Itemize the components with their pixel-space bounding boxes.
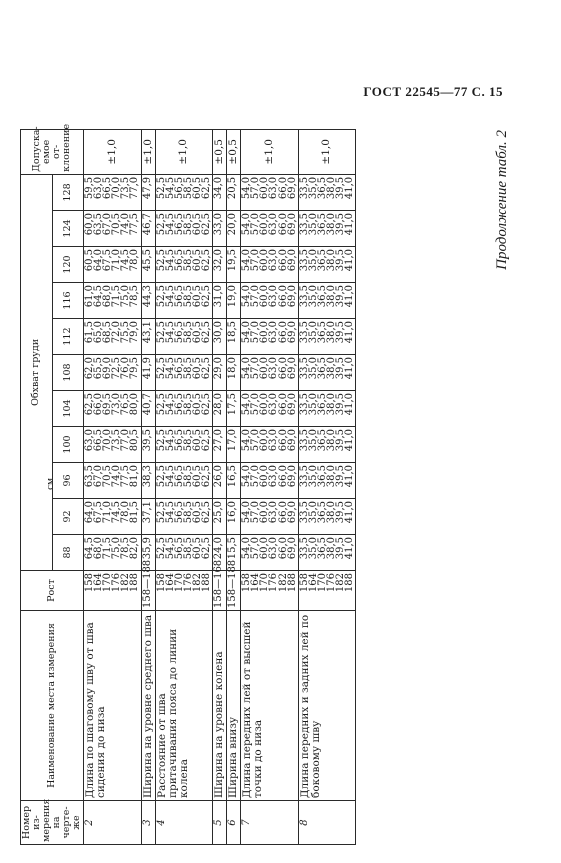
rotated-table-area [20,123,519,845]
col-header-chest-group: Обхват груди [21,174,53,570]
row-value: 33,5 35,0 36,5 38,0 39,5 41,0 [298,427,356,463]
row-number: 5 [213,801,227,845]
row-value: 41,9 [141,355,155,391]
row-value: 33,5 35,0 36,5 38,0 39,5 41,0 [298,499,356,535]
col-header-chest: 100 [52,427,84,463]
col-header-chest: 128 [52,174,84,210]
row-value: 16,0 [227,499,241,535]
table-row [84,129,142,844]
row-tolerance: ±1,0 [155,129,213,174]
col-header-chest: 108 [52,355,84,391]
col-header-chest: 96 [52,463,84,499]
table-row [155,129,213,844]
col-header-height: Рост [21,571,84,611]
row-value: 54,0 57,0 60,0 63,0 66,0 69,0 [241,499,299,535]
row-height: 158—188 [141,571,155,611]
row-value: 33,5 35,0 36,5 38,0 39,5 41,0 [298,319,356,355]
row-value: 54,0 57,0 60,0 63,0 66,0 69,0 [241,319,299,355]
row-value: 54,0 57,0 60,0 63,0 66,0 69,0 [241,247,299,283]
row-value: 54,0 57,0 60,0 63,0 66,0 69,0 [241,535,299,571]
header-row-top [21,129,53,844]
row-value: 43,1 [141,319,155,355]
row-number: 8 [298,801,356,845]
row-value: 47,9 [141,174,155,210]
row-value: 29,0 [213,355,227,391]
row-value: 52,5 54,5 56,5 58,5 60,5 62,5 [155,283,213,319]
table-row [141,129,155,844]
row-height: 158—168 [213,571,227,611]
row-value: 37,1 [141,499,155,535]
row-value: 30,0 [213,319,227,355]
row-name: Расстояние от шва притачивания пояса до линии колена [155,611,213,801]
col-header-chest: 112 [52,319,84,355]
row-height: 158—188 [227,571,241,611]
continuation-title: Продолжение табл. 2 [494,130,510,270]
table-wrapper [20,123,519,845]
row-value: 64,5 68,0 71,5 75,0 78,5 82,0 [84,535,142,571]
measurements-table [20,123,356,845]
row-value: 64,0 67,5 71,0 74,5 78,0 81,5 [84,499,142,535]
row-value: 52,5 54,5 56,5 58,5 60,5 62,5 [155,319,213,355]
table-row [227,129,241,844]
row-value: 26,0 [213,463,227,499]
row-number: 3 [141,801,155,845]
row-value: 62,0 65,5 69,0 72,5 76,0 79,5 [84,355,142,391]
row-value: 45,5 [141,247,155,283]
row-tolerance: ±0,5 [227,129,241,174]
row-value: 34,0 [213,174,227,210]
row-value: 46,7 [141,211,155,247]
row-value: 52,5 54,5 56,5 58,5 60,5 62,5 [155,247,213,283]
row-number: 7 [241,801,299,845]
row-value: 33,5 35,0 36,5 38,0 39,5 41,0 [298,391,356,427]
col-header-chest: 104 [52,391,84,427]
row-value: 15,5 [227,535,241,571]
row-value: 33,5 35,0 36,5 38,0 39,5 41,0 [298,463,356,499]
row-value: 52,5 54,5 56,5 58,5 60,5 62,5 [155,391,213,427]
row-value: 17,0 [227,427,241,463]
table-body [84,129,356,844]
row-value: 33,5 35,0 36,5 38,0 39,5 41,0 [298,283,356,319]
row-name: Ширина на уровне среднего шва [141,611,155,801]
row-value: 33,5 35,0 36,5 38,0 39,5 41,0 [298,355,356,391]
row-name: Длина передних лей от высшей точки до низа [241,611,299,801]
row-value: 52,5 54,5 56,5 58,5 60,5 62,5 [155,174,213,210]
row-value: 40,7 [141,391,155,427]
row-value: 52,5 54,5 56,5 58,5 60,5 62,5 [155,427,213,463]
row-value: 61,5 65,0 68,5 72,0 75,5 79,0 [84,319,142,355]
row-value: 59,5 63,0 66,5 70,0 73,5 77,0 [84,174,142,210]
row-value: 19,5 [227,247,241,283]
row-value: 62,5 66,0 69,5 73,0 76,5 80,0 [84,391,142,427]
row-height: 158 164 170 176 182 188 [241,571,299,611]
row-value: 33,5 35,0 36,5 38,0 39,5 41,0 [298,211,356,247]
col-header-no: Номер из- мерения на черте- же [21,801,84,845]
row-value: 32,0 [213,247,227,283]
row-value: 39,5 [141,427,155,463]
row-value: 44,3 [141,283,155,319]
row-tolerance: ±1,0 [298,129,356,174]
row-value: 63,5 67,0 70,5 74,0 77,5 81,0 [84,463,142,499]
table-row [241,129,299,844]
row-tolerance: ±1,0 [84,129,142,174]
col-header-chest: 120 [52,247,84,283]
row-name: Ширина внизу [227,611,241,801]
row-tolerance: ±0,5 [213,129,227,174]
row-value: 61,0 64,5 68,0 71,5 75,0 78,5 [84,283,142,319]
row-value: 33,5 35,0 36,5 38,0 39,5 41,0 [298,247,356,283]
row-value: 18,5 [227,319,241,355]
row-value: 17,5 [227,391,241,427]
row-value: 54,0 57,0 60,0 63,0 66,0 69,0 [241,355,299,391]
row-value: 24,0 [213,535,227,571]
row-value: 60,0 63,5 67,0 70,5 74,0 77,5 [84,211,142,247]
row-height: 158 164 170 176 182 188 [84,571,142,611]
row-value: 54,0 57,0 60,0 63,0 66,0 69,0 [241,391,299,427]
row-height: 158 164 170 176 182 188 [155,571,213,611]
row-number: 6 [227,801,241,845]
row-value: 16,5 [227,463,241,499]
row-value: 38,3 [141,463,155,499]
row-value: 18,0 [227,355,241,391]
col-header-chest: 88 [52,535,84,571]
row-number: 4 [155,801,213,845]
row-value: 52,5 54,5 56,5 58,5 60,5 62,5 [155,535,213,571]
row-name: Длина по шаговому шву от шва сидения до низа [84,611,142,801]
row-name: Длина передних и задних лей по боковому шву [298,611,356,801]
col-header-tolerance: Допуска- емое от- клонение [21,129,84,174]
row-value: 35,9 [141,535,155,571]
row-value: 52,5 54,5 56,5 58,5 60,5 62,5 [155,463,213,499]
row-value: 60,5 64,0 67,5 71,0 74,5 78,0 [84,247,142,283]
col-header-name: Наименование места измерения [21,611,84,801]
row-value: 54,0 57,0 60,0 63,0 66,0 69,0 [241,174,299,210]
row-value: 54,0 57,0 60,0 63,0 66,0 69,0 [241,211,299,247]
row-tolerance: ±1,0 [241,129,299,174]
page-header: ГОСТ 22545—77 С. 15 [363,84,503,99]
row-value: 63,0 66,5 70,0 73,5 77,0 80,5 [84,427,142,463]
row-number: 2 [84,801,142,845]
col-header-chest: 116 [52,283,84,319]
row-value: 54,0 57,0 60,0 63,0 66,0 69,0 [241,427,299,463]
row-value: 31,0 [213,283,227,319]
row-value: 28,0 [213,391,227,427]
row-value: 54,0 57,0 60,0 63,0 66,0 69,0 [241,283,299,319]
row-tolerance: ±1,0 [141,129,155,174]
row-value: 25,0 [213,499,227,535]
row-height: 158 164 170 176 182 188 [298,571,356,611]
row-value: 20,5 [227,174,241,210]
unit-label: см [43,478,56,490]
row-value: 54,0 57,0 60,0 63,0 66,0 69,0 [241,463,299,499]
row-value: 33,0 [213,211,227,247]
row-value: 33,5 35,0 36,5 38,0 39,5 41,0 [298,535,356,571]
row-value: 52,5 54,5 56,5 58,5 60,5 62,5 [155,211,213,247]
row-value: 19,0 [227,283,241,319]
col-header-chest: 92 [52,499,84,535]
row-value: 52,5 54,5 56,5 58,5 60,5 62,5 [155,355,213,391]
col-header-chest: 124 [52,211,84,247]
row-value: 20,0 [227,211,241,247]
table-row [213,129,227,844]
row-value: 33,5 35,0 36,5 38,0 39,5 41,0 [298,174,356,210]
row-value: 27,0 [213,427,227,463]
table-row [298,129,356,844]
row-value: 52,5 54,5 56,5 58,5 60,5 62,5 [155,499,213,535]
row-name: Ширина на уровне колена [213,611,227,801]
